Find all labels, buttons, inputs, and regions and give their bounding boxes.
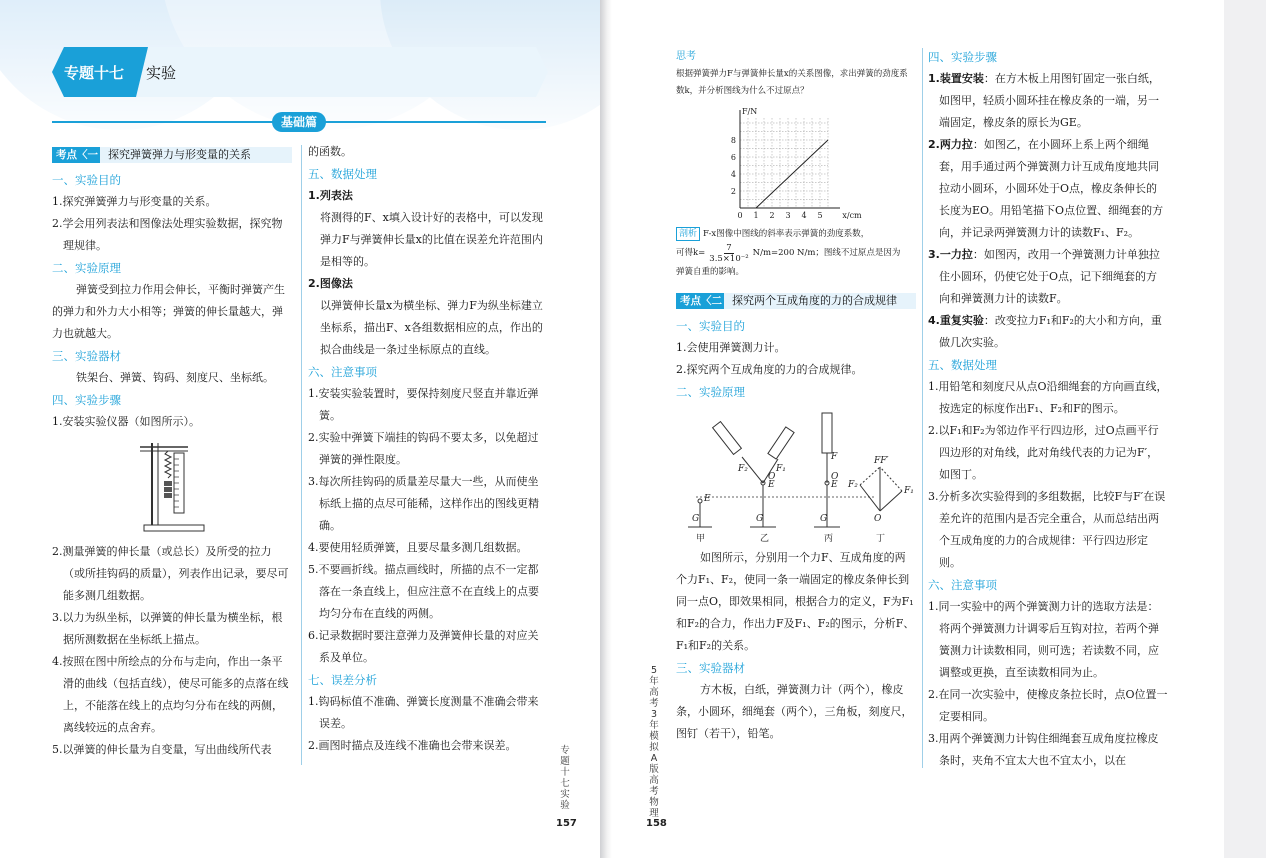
list-item: 3.分析多次实验得到的多组数据，比较F与F′在误差允许的范围内是否完全重合，从而总结出两个互成角度的力的合成规律：平行四边形定则。 <box>928 490 1166 569</box>
list-item: 1.同一实验中的两个弹簧测力计的选取方法是：将两个弹簧测力计调零后互钩对拉，若两个弹簧测力计读数相同，则可选；若读数不同，应调整或更换，直至读数相同为止。 <box>928 600 1159 679</box>
y-tick-label: 4 <box>730 170 736 179</box>
list-item: 1.探究弹簧弹力与形变量的关系。 <box>52 195 217 208</box>
kaodian-num: 二 <box>711 295 722 307</box>
right-col1-text <box>676 315 916 403</box>
x-tick-label: 1 <box>753 211 759 220</box>
list-item: 1.用铅笔和刻度尺从点O沿细绳套的方向画直线，按选定的标度作出F₁、F₂和F的图示。 <box>928 380 1168 415</box>
kaodian-title: 探究弹簧弹力与形变量的关系 <box>108 148 251 161</box>
kaodian-header: 考点〈一 探究弹簧弹力与形变量的关系 <box>52 145 292 165</box>
data-line <box>756 140 828 208</box>
list-item-lead: 1.装置安装 <box>928 72 984 85</box>
list-item-lead: 3.一力拉 <box>928 248 973 261</box>
svg-text:O: O <box>768 472 776 482</box>
svg-text:O: O <box>831 472 839 482</box>
list-item-lead: 4.重复实验 <box>928 314 984 327</box>
subheading: 1.列表法 <box>308 189 353 202</box>
section-heading: 一、实验目的 <box>676 319 745 333</box>
analysis-line-1: 剖析 F-x图像中图线的斜率表示弹簧的劲度系数， <box>676 226 916 243</box>
y-tick-label: 8 <box>730 136 736 145</box>
paragraph: 以弹簧伸长量x为横坐标、弹力F为纵坐标建立坐标系，描出F、x各组数据相应的点，作出的拟合曲线是一条过坐标原点的直线。 <box>320 299 543 356</box>
subheading: 2.图像法 <box>308 277 353 290</box>
page-number: 158 <box>646 818 667 829</box>
right-column-2 <box>928 46 1168 772</box>
left-col2-text <box>308 141 546 757</box>
list-item-text: ：如图乙，在小圆环上系上两个细绳套，用手通过两个弹簧测力计互成角度地共同拉动小圆环，小圆环处于O点，橡皮条伸长的长度为EO。用铅笔描下O点位置、细绳套的方向，并记录两弹簧测力计的读数F₁、F₂。 <box>939 138 1164 239</box>
list-item: 2.在同一次实验中，使橡皮条拉长时，点O位置一定要相同。 <box>928 688 1168 723</box>
column-divider <box>922 48 923 768</box>
list-item: 5.不要画折线。描点画线时，所描的点不一定都落在一条直线上，但应注意不在直线上的点要均匀分布在直线的两侧。 <box>308 563 539 620</box>
x-tick-label: 2 <box>769 211 775 220</box>
running-head: 专题十七 实验 <box>560 745 580 811</box>
left-column-2 <box>308 141 546 757</box>
x-tick-label: 3 <box>785 211 791 220</box>
x-axis-label: x/cm <box>842 211 862 220</box>
fraction: $\frac{7}{\text{3.5×10⁻²}}$ <box>709 243 749 264</box>
right-col2-text <box>928 46 1168 772</box>
kaodian-tag: 考点 <box>56 149 77 161</box>
page-157 <box>0 0 600 858</box>
list-item: 2.实验中弹簧下端挂的钩码不要太多，以免超过弹簧的弹性限度。 <box>308 431 539 466</box>
section-heading: 三、实验器材 <box>52 349 121 363</box>
y-tick-label: 2 <box>730 187 736 196</box>
think-heading: 思考 <box>676 51 696 62</box>
list-item-text: ：如图丙，改用一个弹簧测力计单独拉住小圆环，仍使它处于O点，记下细绳套的方向和弹簧测力计的读数F。 <box>939 248 1160 305</box>
svg-text:F₂: F₂ <box>738 464 748 474</box>
kaodian-num: 一 <box>87 149 98 161</box>
y-tick-label: 6 <box>730 153 736 162</box>
svg-text:G: G <box>820 514 828 524</box>
right-col1-text-b <box>676 547 916 745</box>
force-composition-figure <box>676 407 916 547</box>
force-extension-graph <box>720 104 870 222</box>
page-gutter <box>600 0 612 858</box>
fig-label-bing: 丙 <box>824 534 834 544</box>
section-tag: 基础篇 <box>272 112 326 132</box>
svg-text:E: E <box>704 494 711 504</box>
paragraph: 铁架台、弹簧、钩码、刻度尺、坐标纸。 <box>76 371 274 384</box>
svg-text:E: E <box>831 480 838 490</box>
list-item <box>928 310 1168 354</box>
list-item: 2.探究两个互成角度的力的合成规律。 <box>676 363 863 376</box>
svg-text:F: F <box>831 452 838 462</box>
analysis-line-2: 可得k= $\frac{7}{\text{3.5×10⁻²}}$ N/m=200 N/m；图线不过原点是因为 <box>676 243 901 264</box>
section-heading: 一、实验目的 <box>52 173 121 187</box>
svg-text:O: O <box>874 514 882 524</box>
section-heading: 六、注意事项 <box>928 578 997 592</box>
list-item: 3.用两个弹簧测力计钩住细绳套互成角度拉橡皮条时，夹角不宜太大也不宜太小，以在 <box>928 732 1159 767</box>
fig-label-jia: 甲 <box>696 534 706 544</box>
list-item-text: ：改变拉力F₁和F₂的大小和方向，重做几次实验。 <box>939 314 1162 349</box>
svg-text:G: G <box>692 514 700 524</box>
think-text: 根据弹簧弹力F与弹簧伸长量x的关系图像，求出弹簧的劲度系数k，并分析图线为什么不过原点？ <box>676 69 908 96</box>
chapter-title: 实验 <box>146 64 177 82</box>
paragraph: 弹簧受到拉力作用会伸长，平衡时弹簧产生的弹力和外力大小相等；弹簧的伸长量越大，弹力也就越大。 <box>52 283 285 340</box>
kaodian-tag: 考点 <box>680 295 701 307</box>
section-heading: 五、数据处理 <box>308 167 377 181</box>
paragraph: 方木板，白纸，弹簧测力计（两个），橡皮条，小圆环，细绳套（两个），三角板，刻度尺，图钉（若干），铅笔。 <box>676 683 913 740</box>
list-item: 1.安装实验仪器（如图所示）。 <box>52 415 200 428</box>
fig-label-ding: 丁 <box>876 534 886 544</box>
section-heading: 七、误差分析 <box>308 673 377 687</box>
kaodian-header-2: 考点〈二 探究两个互成角度的力的合成规律 <box>676 291 916 311</box>
svg-text:F₁: F₁ <box>776 464 786 474</box>
section-heading: 二、实验原理 <box>52 261 121 275</box>
section-heading: 四、实验步骤 <box>928 50 997 64</box>
svg-text:F₁: F₁ <box>904 486 914 496</box>
list-item: 1.会使用弹簧测力计。 <box>676 341 786 354</box>
section-heading: 六、注意事项 <box>308 365 377 379</box>
x-tick-label: 0 <box>737 211 743 220</box>
right-column-1 <box>676 48 916 745</box>
list-item: 1.钩码标值不准确、弹簧长度测量不准确会带来误差。 <box>308 695 539 730</box>
column-divider <box>301 145 302 765</box>
list-item: 4.按照在图中所绘点的分布与走向，作出一条平滑的曲线（包括直线），使尽可能多的点落在线上，不能落在线上的点均匀分布在线的两侧，离线较远的点舍弃。 <box>52 655 289 734</box>
page-number: 157 <box>556 818 577 829</box>
left-column-1 <box>52 145 292 761</box>
list-item <box>928 244 1168 310</box>
list-item-text: ：在方木板上用图钉固定一张白纸，如图甲，轻质小圆环挂在橡皮条的一端，另一端固定，橡皮条的原长为GE。 <box>939 72 1160 129</box>
page-158 <box>612 0 1224 858</box>
x-tick-label: 5 <box>817 211 823 220</box>
section-heading: 二、实验原理 <box>676 385 745 399</box>
list-item: 3.每次所挂钩码的质量差尽量大一些，从而使坐标纸上描的点尽可能稀，这样作出的图线更精确。 <box>308 475 539 532</box>
list-item: 5.以弹簧的伸长量为自变量，写出曲线所代表 <box>52 743 272 756</box>
list-item: 2.学会用列表法和图像法处理实验数据，探究物理规律。 <box>52 217 283 252</box>
list-item: 2.以F₁和F₂为邻边作平行四边形，过O点画平行四边形的对角线，此对角线代表的力记为F′，如图丁。 <box>928 424 1159 481</box>
paragraph: 如图所示，分别用一个力F、互成角度的两个力F₁、F₂，使同一条一端固定的橡皮条伸长到同一点O，即效果相同，根据合力的定义，F为F₁和F₂的合力，作出力F及F₁、F₂的图示，分析F、F₁和F₂的关系。 <box>676 551 915 652</box>
left-col1-text-b <box>52 541 292 761</box>
fig-label-yi: 乙 <box>760 534 770 544</box>
list-item: 3.以力为纵坐标，以弹簧的伸长量为横坐标，根据所测数据在坐标纸上描点。 <box>52 611 283 646</box>
chapter-number: 专题十七 <box>64 64 125 82</box>
analysis-line-3: 弹簧自重的影响。 <box>676 267 745 277</box>
list-item: 1.安装实验装置时，要保持刻度尺竖直并靠近弹簧。 <box>308 387 539 422</box>
y-axis-label: F/N <box>742 107 758 116</box>
list-item-lead: 2.两力拉 <box>928 138 973 151</box>
list-item: 2.测量弹簧的伸长量（或总长）及所受的拉力（或所挂钩码的质量），列表作出记录，要尽可能多测几组数据。 <box>52 545 289 602</box>
list-item: 6.记录数据时要注意弹力及弹簧伸长量的对应关系及单位。 <box>308 629 539 664</box>
paragraph: 将测得的F、x填入设计好的表格中，可以发现弹力F与弹簧伸长量x的比值在误差允许范围内是相等的。 <box>320 211 543 268</box>
svg-text:E: E <box>768 480 775 490</box>
list-item: 2.画图时描点及连线不准确也会带来误差。 <box>308 739 517 752</box>
list-item <box>928 134 1168 244</box>
svg-text:F₂: F₂ <box>848 480 858 490</box>
running-head: 5年高考3年模拟 A版 高考物理 <box>649 665 669 819</box>
margin-bleed <box>1224 0 1266 858</box>
chapter-banner <box>52 47 548 97</box>
svg-text:FF′: FF′ <box>874 456 889 466</box>
x-tick-label: 4 <box>801 211 807 220</box>
section-heading: 五、数据处理 <box>928 358 997 372</box>
section-heading: 四、实验步骤 <box>52 393 121 407</box>
left-col1-text <box>52 169 292 433</box>
section-heading: 三、实验器材 <box>676 661 745 675</box>
svg-text:G: G <box>756 514 764 524</box>
paragraph: 的函数。 <box>308 145 352 158</box>
spring-apparatus-figure <box>132 435 232 535</box>
kaodian-title: 探究两个互成角度的力的合成规律 <box>732 294 897 307</box>
list-item <box>928 68 1168 134</box>
analysis-tag: 剖析 <box>676 227 700 241</box>
list-item: 4.要使用轻质弹簧，且要尽量多测几组数据。 <box>308 541 528 554</box>
